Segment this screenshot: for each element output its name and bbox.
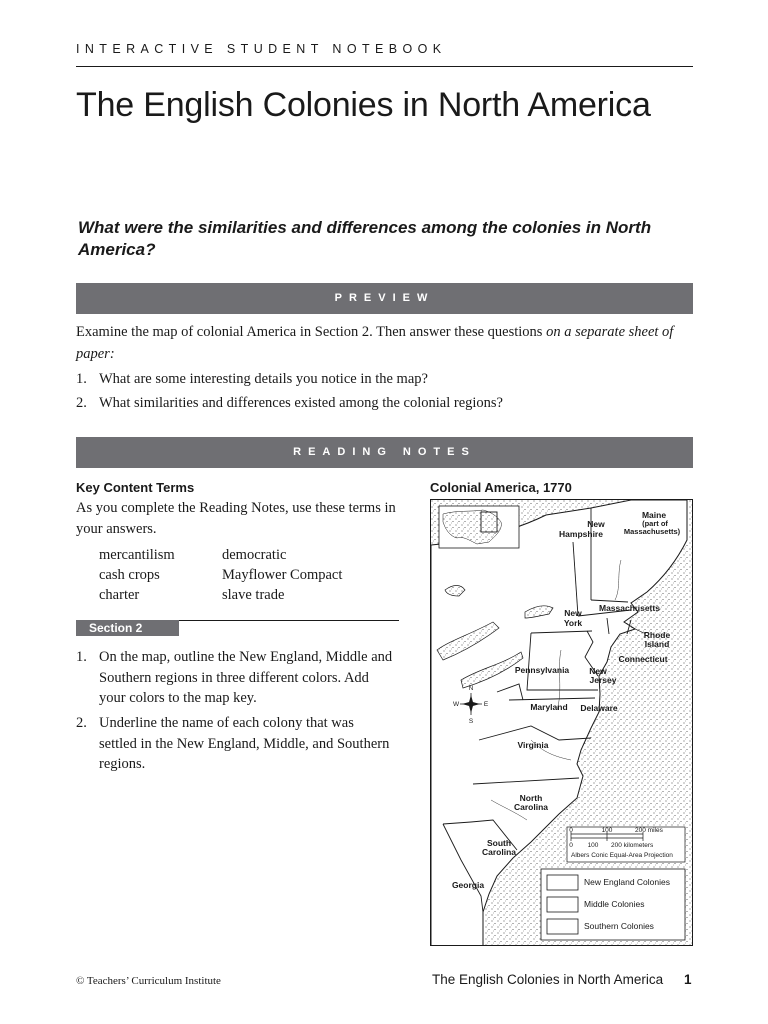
task-text: Underline the name of each colony that was settled in the New England, Middle, and Southern regions.	[99, 715, 390, 772]
question-number: 2.	[76, 395, 87, 411]
key-label-middle: Middle Colonies	[584, 899, 645, 909]
label-massachusetts: Massachusetts	[599, 603, 660, 613]
header-divider	[76, 66, 693, 67]
task-number: 2.	[76, 715, 87, 731]
key-terms-heading: Key Content Terms	[76, 480, 195, 495]
key-term: cash crops	[99, 567, 160, 583]
scale-miles-tick: 200 miles	[635, 827, 663, 834]
section-2-tab: Section 2	[76, 620, 179, 636]
terms-column-right	[222, 545, 342, 605]
page-title: The English Colonies in North America	[76, 86, 651, 124]
label-new-jersey: New	[589, 666, 607, 676]
label-maryland: Maryland	[530, 702, 568, 712]
compass-s: S	[468, 718, 474, 725]
key-term: charter	[99, 587, 140, 603]
footer-title: The English Colonies in North America	[432, 972, 664, 987]
essential-question: What were the similarities and differences among the colonies in North America?	[78, 218, 652, 259]
preview-intro-text: Examine the map of colonial America in Section 2. Then answer these questions	[76, 324, 547, 340]
page-number: 1	[684, 972, 692, 987]
colonial-map-drawing	[431, 500, 693, 946]
question-text: What similarities and differences existed among the colonial regions?	[99, 395, 503, 411]
reading-task	[76, 713, 394, 775]
label-new-hampshire: New	[587, 519, 605, 529]
label-delaware: Delaware	[580, 703, 618, 713]
compass-w: W	[452, 701, 460, 708]
key-swatch-middle[interactable]	[547, 897, 578, 912]
scale-km-tick: 0	[569, 842, 573, 849]
key-term: slave trade	[222, 587, 285, 603]
copyright-footer: © Teachers’ Curriculum Institute	[76, 975, 221, 987]
map-key	[541, 869, 685, 940]
preview-question	[76, 369, 686, 389]
question-number: 1.	[76, 371, 87, 387]
scale-bar	[567, 827, 685, 862]
preview-instructions	[76, 321, 686, 365]
label-rhode-island: Rhode	[643, 630, 671, 640]
label-georgia: Georgia	[451, 880, 485, 890]
key-label-southern: Southern Colonies	[584, 921, 654, 931]
label-north-carolina-line2: Carolina	[513, 802, 549, 812]
label-pennsylvania: Pennsylvania	[514, 665, 570, 675]
task-number: 1.	[76, 649, 87, 665]
scale-miles-tick: 0	[569, 827, 573, 834]
scale-km-tick: 200 kilometers	[611, 842, 654, 849]
map-title: Colonial America, 1770	[430, 480, 572, 495]
key-terms-intro: As you complete the Reading Notes, use these terms in your answers.	[76, 500, 396, 537]
label-rhode-island-line2: Island	[644, 639, 670, 649]
scale-miles-tick: 100	[601, 827, 613, 834]
compass-n: N	[468, 685, 474, 692]
key-swatch-new-england[interactable]	[547, 875, 578, 890]
terms-column-left	[99, 545, 175, 605]
label-south-carolina: South	[486, 838, 512, 848]
label-maine-line2: (part of	[642, 519, 668, 528]
label-new-jersey-line2: Jersey	[589, 675, 617, 685]
label-maine: Maine	[641, 510, 667, 520]
colonial-map	[430, 499, 693, 946]
key-term: mercantilism	[99, 547, 175, 563]
label-new-york: New	[564, 608, 582, 618]
key-swatch-southern[interactable]	[547, 919, 578, 934]
preview-question	[76, 393, 686, 413]
label-north-carolina: North	[519, 793, 543, 803]
question-text: What are some interesting details you notice in the map?	[99, 371, 428, 387]
reading-notes-section-bar: READING NOTES	[76, 437, 693, 468]
preview-intro-italic: on a separate sheet of paper:	[76, 324, 674, 362]
label-south-carolina-line2: Carolina	[481, 847, 517, 857]
notebook-header-label: INTERACTIVE STUDENT NOTEBOOK	[76, 42, 447, 56]
inset-locator-map	[439, 506, 519, 548]
scale-km-tick: 100	[587, 842, 599, 849]
label-connecticut: Connecticut	[618, 654, 668, 664]
label-virginia: Virginia	[517, 740, 549, 750]
key-term: Mayflower Compact	[222, 567, 343, 583]
label-new-hampshire-line2: Hampshire	[559, 529, 603, 539]
key-label-new-england: New England Colonies	[584, 877, 670, 887]
map-projection: Albers Conic Equal-Area Projection	[571, 852, 673, 859]
preview-section-bar: PREVIEW	[76, 283, 693, 314]
compass-e: E	[483, 701, 489, 708]
key-term: democratic	[222, 547, 287, 563]
label-maine-line3: Massachusetts)	[623, 527, 681, 536]
task-text: On the map, outline the New England, Middle and Southern regions in three different colors. Add your colors to the map key.	[99, 649, 393, 706]
label-new-york-line2: York	[563, 618, 583, 628]
reading-task	[76, 647, 394, 709]
